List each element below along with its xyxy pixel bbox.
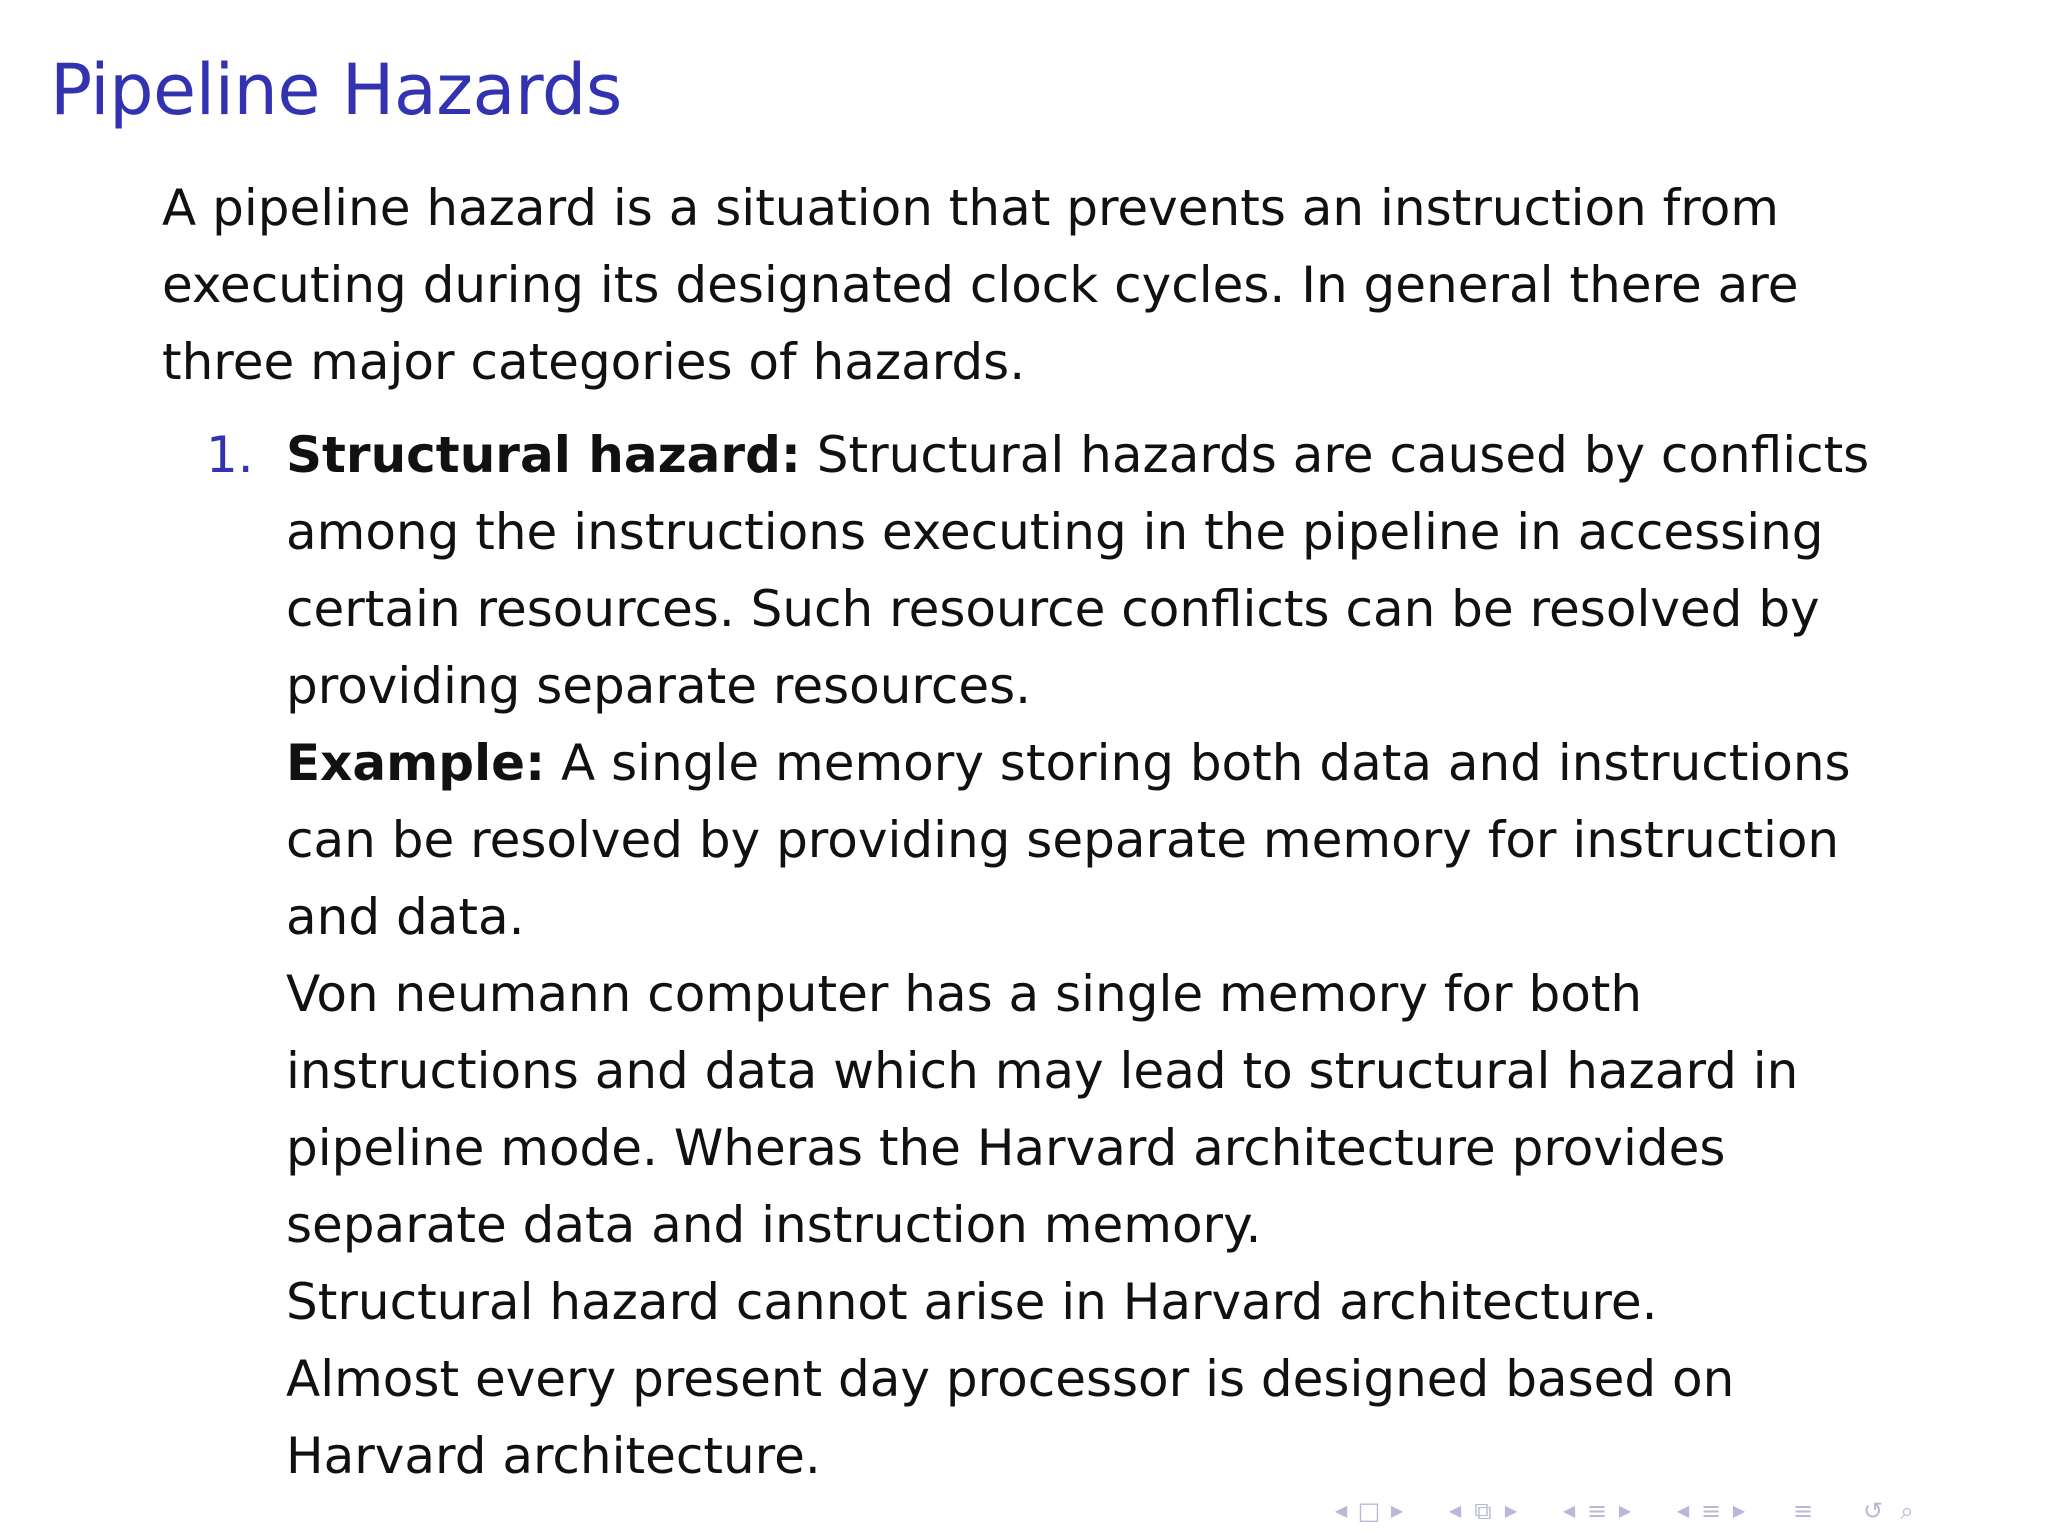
nav-right-arrow-icon[interactable]: ▶ xyxy=(1390,1501,1404,1520)
example-label: Example: xyxy=(286,734,546,792)
nav-left-arrow-icon[interactable]: ◀ xyxy=(1448,1501,1462,1520)
example-line: instructions and data which may lead to structural hazard in xyxy=(286,1042,1799,1100)
item-line: providing separate resources. xyxy=(286,657,1032,715)
slide-title: Pipeline Hazards xyxy=(50,49,622,131)
example-line-text: A single memory storing both data and instructions xyxy=(545,734,1851,792)
nav-left-arrow-icon[interactable]: ◀ xyxy=(1562,1501,1576,1520)
item-line: certain resources. Such resource conflicts can be resolved by xyxy=(286,580,1820,638)
item-line: among the instructions executing in the pipeline in accessing xyxy=(286,503,1824,561)
undo-icon[interactable]: ↺ xyxy=(1862,1497,1884,1525)
example-line: Harvard architecture. xyxy=(286,1427,821,1485)
nav-right-arrow-icon[interactable]: ▶ xyxy=(1504,1501,1518,1520)
example-line: Structural hazard cannot arise in Harvard architecture. xyxy=(286,1273,1658,1331)
item-line xyxy=(286,417,1869,494)
nav-right-arrow-icon[interactable]: ▶ xyxy=(1618,1501,1632,1520)
example-line: and data. xyxy=(286,888,525,946)
example-line xyxy=(286,725,1869,802)
document-icon[interactable]: ≡ xyxy=(1700,1497,1722,1525)
menu-icon[interactable]: ≡ xyxy=(1792,1497,1814,1525)
search-icon[interactable]: ⌕ xyxy=(1900,1497,1914,1525)
example-line: Von neumann computer has a single memory for both xyxy=(286,965,1643,1023)
example-line: Almost every present day processor is designed based on xyxy=(286,1350,1735,1408)
list-item-body xyxy=(286,417,1869,1495)
nav-left-arrow-icon[interactable]: ◀ xyxy=(1334,1501,1348,1520)
example-line: separate data and instruction memory. xyxy=(286,1196,1262,1254)
nav-right-arrow-icon[interactable]: ▶ xyxy=(1732,1501,1746,1520)
intro-line: executing during its designated clock cycles. In general there are xyxy=(162,256,1799,314)
item-heading: Structural hazard: xyxy=(286,426,801,484)
item-line-text: Structural hazards are caused by conflicts xyxy=(800,426,1870,484)
section-icon[interactable]: ≡ xyxy=(1586,1497,1608,1525)
intro-paragraph xyxy=(162,170,1922,401)
example-line: can be resolved by providing separate memory for instruction xyxy=(286,811,1840,869)
intro-line: three major categories of hazards. xyxy=(162,333,1026,391)
intro-line: A pipeline hazard is a situation that prevents an instruction from xyxy=(162,179,1779,237)
subsection-icon[interactable]: ⧉ xyxy=(1474,1497,1492,1525)
beamer-navigation-bar xyxy=(1330,1496,1924,1526)
frame-icon[interactable]: □ xyxy=(1357,1497,1381,1525)
nav-left-arrow-icon[interactable]: ◀ xyxy=(1676,1501,1690,1520)
list-item-number: 1. xyxy=(206,426,254,484)
example-line: pipeline mode. Wheras the Harvard architecture provides xyxy=(286,1119,1726,1177)
